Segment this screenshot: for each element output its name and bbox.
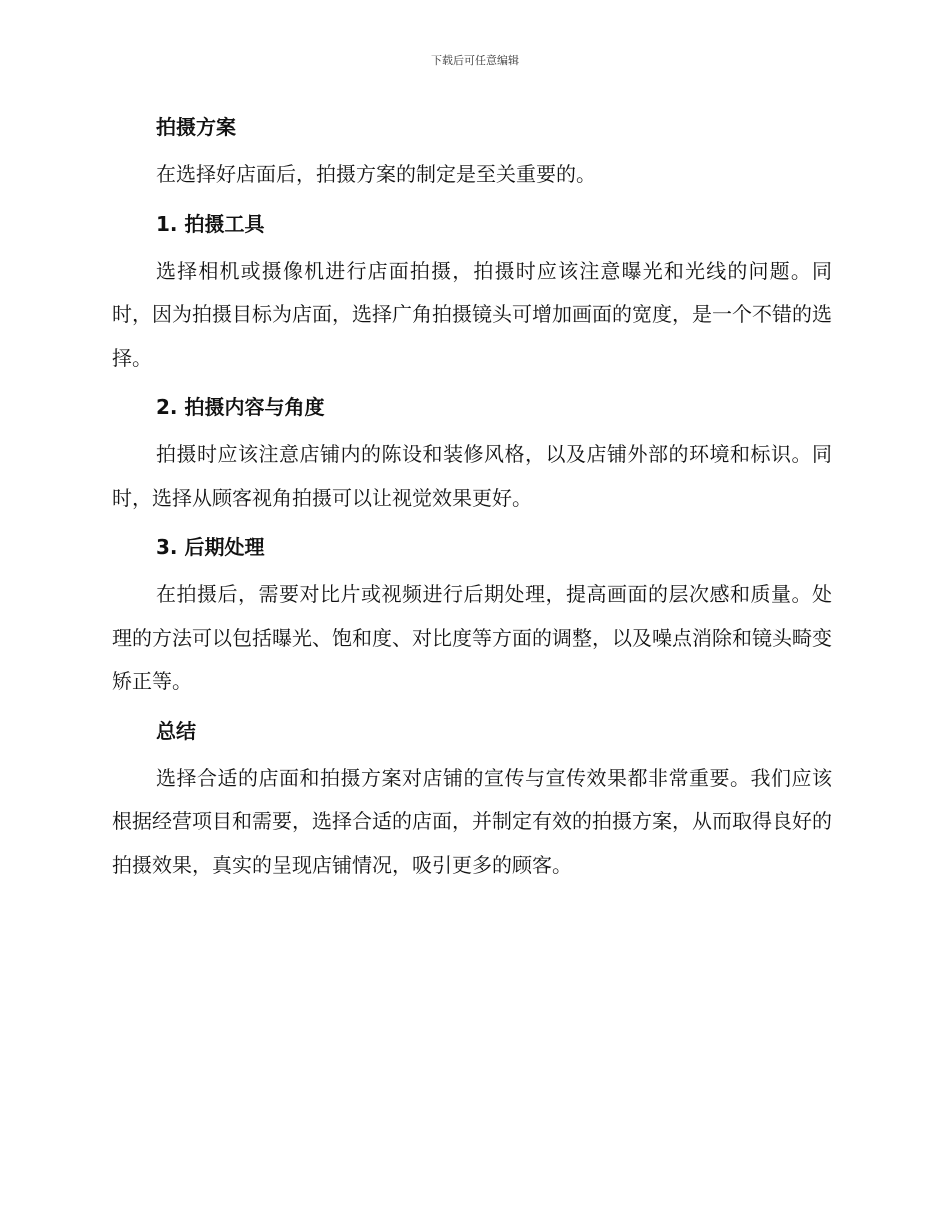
section-heading: 拍摄方案 xyxy=(156,115,236,139)
page-header: 下载后可任意编辑 xyxy=(431,54,519,67)
section-heading: 1. 拍摄工具 xyxy=(156,211,265,236)
section-heading: 总结 xyxy=(156,718,196,743)
section-paragraph: 在拍摄后，需要对比片或视频进行后期处理，提高画面的层次感和质量。处理的方法可以包括曝光、饱和度、对比度等方面的调整，以及噪点消除和镜头畸变矫正等。 xyxy=(112,582,832,693)
section-heading: 3. 后期处理 xyxy=(156,535,265,559)
section-paragraph: 选择合适的店面和拍摄方案对店铺的宣传与宣传效果都非常重要。我们应该根据经营项目和需要，选择合适的店面，并制定有效的拍摄方案，从而取得良好的拍摄效果，真实的呈现店铺情况，吸引更多的顾客。 xyxy=(112,765,832,877)
section-paragraph: 在选择好店面后，拍摄方案的制定是至关重要的。 xyxy=(156,162,596,186)
section-paragraph: 选择相机或摄像机进行店面拍摄，拍摄时应该注意曝光和光线的问题。同时，因为拍摄目标为店面，选择广角拍摄镜头可增加画面的宽度，是一个不错的选择。 xyxy=(112,258,832,370)
section-paragraph: 拍摄时应该注意店铺内的陈设和装修风格，以及店铺外部的环境和标识。同时，选择从顾客视角拍摄可以让视觉效果更好。 xyxy=(112,442,832,510)
section-heading: 2. 拍摄内容与角度 xyxy=(156,395,325,419)
document-body xyxy=(112,108,832,887)
